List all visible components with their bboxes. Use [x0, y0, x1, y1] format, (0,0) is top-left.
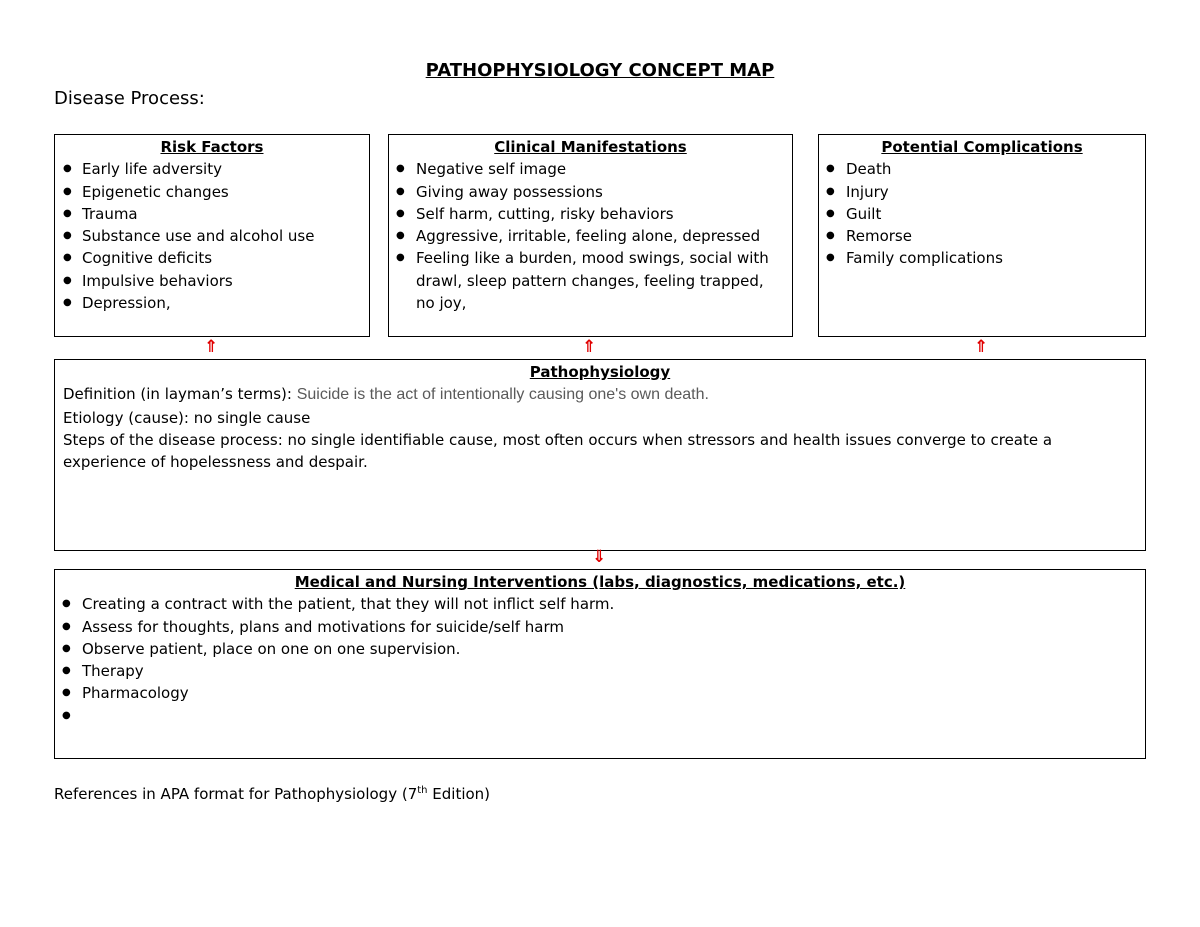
steps-line: Steps of the disease process: no single identifiable cause, most often occurs when stressors and health issues converge to create a experience of hopelessness and despair. [63, 430, 1053, 472]
list-item: ● Substance use and alcohol use [55, 225, 369, 247]
list-item: ● Guilt [819, 203, 1145, 225]
up-arrow-icon: ⇑ [204, 337, 219, 357]
potential-complications-title: Potential Complications [881, 138, 1083, 156]
references-suffix: Edition) [427, 785, 491, 803]
references-prefix: References in APA format for Pathophysiology (7 [54, 785, 418, 803]
page-title: PATHOPHYSIOLOGY CONCEPT MAP [425, 60, 775, 81]
list-item: ● Family complications [819, 247, 1145, 269]
interventions-list [55, 593, 1145, 726]
down-arrow-icon: ⇓ [592, 547, 607, 567]
potential-complications-list [819, 158, 1145, 269]
up-arrow-icon: ⇑ [974, 337, 989, 357]
etiology-line: Etiology (cause): no single cause [63, 408, 311, 427]
references-superscript: th [417, 785, 428, 796]
list-item: ● Early life adversity [55, 158, 369, 180]
clinical-manifestations-title: Clinical Manifestations [494, 138, 687, 156]
risk-factors-list [55, 158, 369, 314]
list-item: ● Remorse [819, 225, 1145, 247]
up-arrow-icon: ⇑ [582, 337, 597, 357]
definition-label: Definition (in layman’s terms): [63, 385, 297, 404]
list-item: ● Cognitive deficits [55, 247, 369, 269]
definition-line [63, 383, 1137, 406]
clinical-manifestations-list [389, 158, 792, 314]
list-item: ● Therapy [55, 660, 1145, 682]
list-item: ● Trauma [55, 203, 369, 225]
risk-factors-title: Risk Factors [160, 138, 264, 156]
pathophysiology-title: Pathophysiology [529, 363, 671, 381]
references-line [54, 785, 490, 803]
interventions-title: Medical and Nursing Interventions (labs, diagnostics, medications, etc.) [294, 573, 906, 591]
list-item: ● Epigenetic changes [55, 181, 369, 203]
list-item: ● Depression, [55, 292, 369, 314]
pathophysiology-box [54, 359, 1146, 551]
disease-process-label: Disease Process: [54, 88, 205, 109]
list-item: ● Creating a contract with the patient, that they will not inflict self harm. [55, 593, 1145, 615]
list-item: ● Observe patient, place on one on one supervision. [55, 638, 1145, 660]
list-item: ● Giving away possessions [389, 181, 792, 203]
definition-text: Suicide is the act of intentionally causing one's own death. [296, 386, 709, 404]
list-item: ● Negative self image [389, 158, 792, 180]
list-item [55, 705, 1145, 727]
list-item: ● Injury [819, 181, 1145, 203]
clinical-manifestations-box [388, 134, 793, 337]
list-item: ● Death [819, 158, 1145, 180]
list-item: ● Impulsive behaviors [55, 270, 369, 292]
list-item: ● Self harm, cutting, risky behaviors [389, 203, 792, 225]
interventions-box [54, 569, 1146, 759]
list-item: ● Assess for thoughts, plans and motivations for suicide/self harm [55, 616, 1145, 638]
potential-complications-box [818, 134, 1146, 337]
list-item: ● Pharmacology [55, 682, 1145, 704]
list-item: ● Aggressive, irritable, feeling alone, depressed [389, 225, 792, 247]
risk-factors-box [54, 134, 370, 337]
list-item: ● Feeling like a burden, mood swings, social with drawl, sleep pattern changes, feeling trapped, no joy, [389, 247, 792, 314]
